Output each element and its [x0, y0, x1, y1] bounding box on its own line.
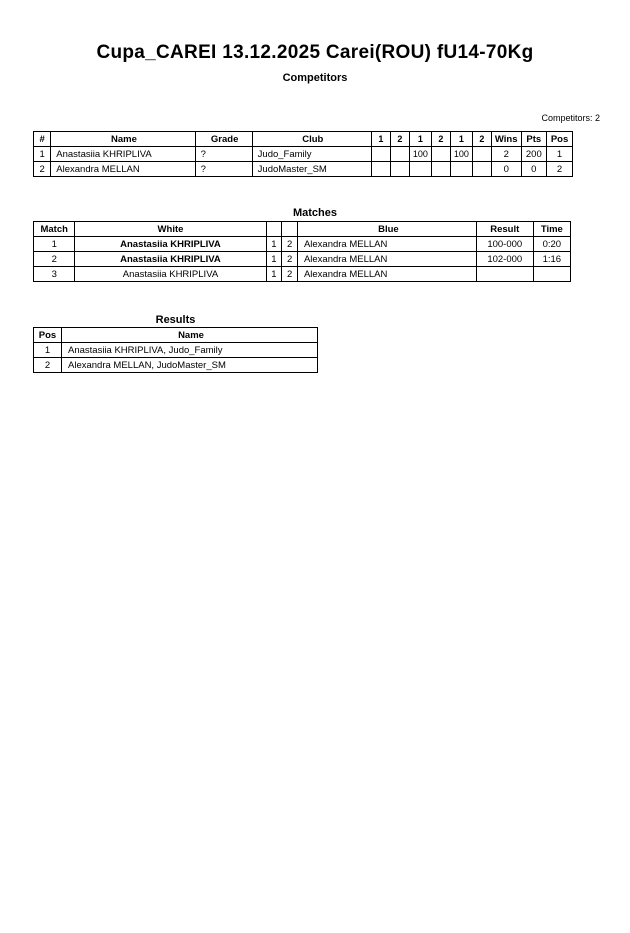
- cell-result: 100-000: [476, 237, 533, 252]
- header-point-5: 1: [450, 132, 472, 147]
- cell-wins: 2: [491, 147, 521, 162]
- competitors-count: Competitors: 2: [541, 113, 600, 123]
- header-wins: Wins: [491, 132, 521, 147]
- matches-table-container: [33, 221, 571, 282]
- table-row: [34, 162, 573, 177]
- header-result: Result: [476, 222, 533, 237]
- matches-heading: Matches: [292, 207, 338, 219]
- cell-pts: 0: [521, 162, 547, 177]
- header-white: White: [75, 222, 266, 237]
- cell-time: 0:20: [533, 237, 570, 252]
- cell-score-white: 1: [266, 267, 282, 282]
- header-score-white: [266, 222, 282, 237]
- table-row: [34, 358, 318, 373]
- cell-pos: 2: [34, 358, 62, 373]
- table-header-row: [34, 328, 318, 343]
- cell-point-3: 100: [409, 147, 431, 162]
- cell-white-competitor: Anastasiia KHRIPLIVA: [75, 252, 266, 267]
- cell-blue-competitor: Alexandra MELLAN: [297, 237, 476, 252]
- cell-blue-competitor: Alexandra MELLAN: [297, 267, 476, 282]
- cell-number: 1: [34, 147, 51, 162]
- cell-pos: 1: [34, 343, 62, 358]
- cell-score-white: 1: [266, 252, 282, 267]
- cell-grade: ?: [195, 147, 252, 162]
- table-row: [34, 237, 571, 252]
- cell-name: Anastasiia KHRIPLIVA: [51, 147, 195, 162]
- header-name: Name: [62, 328, 318, 343]
- header-pts: Pts: [521, 132, 547, 147]
- cell-pos: 1: [547, 147, 573, 162]
- cell-point-6: [472, 147, 491, 162]
- cell-club: Judo_Family: [252, 147, 371, 162]
- header-time: Time: [533, 222, 570, 237]
- cell-name: Alexandra MELLAN, JudoMaster_SM: [62, 358, 318, 373]
- cell-point-6: [472, 162, 491, 177]
- cell-point-2: [390, 162, 409, 177]
- page-title: Cupa_CAREI 13.12.2025 Carei(ROU) fU14-70Kg: [96, 42, 534, 63]
- competitors-table-container: [33, 131, 573, 177]
- cell-result: 102-000: [476, 252, 533, 267]
- cell-point-5: [450, 162, 472, 177]
- cell-grade: ?: [195, 162, 252, 177]
- matches-table: [33, 221, 571, 282]
- cell-pos: 2: [547, 162, 573, 177]
- header-point-4: 2: [431, 132, 450, 147]
- cell-white-competitor: Anastasiia KHRIPLIVA: [75, 237, 266, 252]
- cell-point-3: [409, 162, 431, 177]
- competitors-table: [33, 131, 573, 177]
- results-table: [33, 327, 318, 373]
- table-row: [34, 343, 318, 358]
- cell-number: 2: [34, 162, 51, 177]
- table-row: [34, 147, 573, 162]
- cell-name: Alexandra MELLAN: [51, 162, 195, 177]
- cell-score-white: 1: [266, 237, 282, 252]
- cell-score-blue: 2: [282, 237, 298, 252]
- cell-match-number: 1: [34, 237, 75, 252]
- header-blue: Blue: [297, 222, 476, 237]
- header-point-3: 1: [409, 132, 431, 147]
- cell-club: JudoMaster_SM: [252, 162, 371, 177]
- cell-point-2: [390, 147, 409, 162]
- cell-match-number: 2: [34, 252, 75, 267]
- cell-name: Anastasiia KHRIPLIVA, Judo_Family: [62, 343, 318, 358]
- results-heading: Results: [155, 314, 196, 326]
- table-header-row: [34, 132, 573, 147]
- cell-pts: 200: [521, 147, 547, 162]
- header-number: #: [34, 132, 51, 147]
- cell-point-4: [431, 147, 450, 162]
- cell-white-competitor: Anastasiia KHRIPLIVA: [75, 267, 266, 282]
- cell-wins: 0: [491, 162, 521, 177]
- document-page: [0, 42, 630, 933]
- cell-blue-competitor: Alexandra MELLAN: [297, 252, 476, 267]
- header-pos: Pos: [34, 328, 62, 343]
- cell-result: [476, 267, 533, 282]
- cell-point-1: [371, 147, 390, 162]
- table-row: [34, 267, 571, 282]
- cell-point-4: [431, 162, 450, 177]
- header-club: Club: [252, 132, 371, 147]
- cell-score-blue: 2: [282, 267, 298, 282]
- header-grade: Grade: [195, 132, 252, 147]
- header-name: Name: [51, 132, 195, 147]
- cell-point-1: [371, 162, 390, 177]
- results-table-container: [33, 327, 318, 373]
- header-pos: Pos: [547, 132, 573, 147]
- header-point-6: 2: [472, 132, 491, 147]
- table-header-row: [34, 222, 571, 237]
- cell-point-5: 100: [450, 147, 472, 162]
- cell-time: 1:16: [533, 252, 570, 267]
- header-point-2: 2: [390, 132, 409, 147]
- cell-score-blue: 2: [282, 252, 298, 267]
- header-score-blue: [282, 222, 298, 237]
- table-row: [34, 252, 571, 267]
- header-match: Match: [34, 222, 75, 237]
- competitors-heading: Competitors: [282, 72, 348, 84]
- cell-time: [533, 267, 570, 282]
- header-point-1: 1: [371, 132, 390, 147]
- cell-match-number: 3: [34, 267, 75, 282]
